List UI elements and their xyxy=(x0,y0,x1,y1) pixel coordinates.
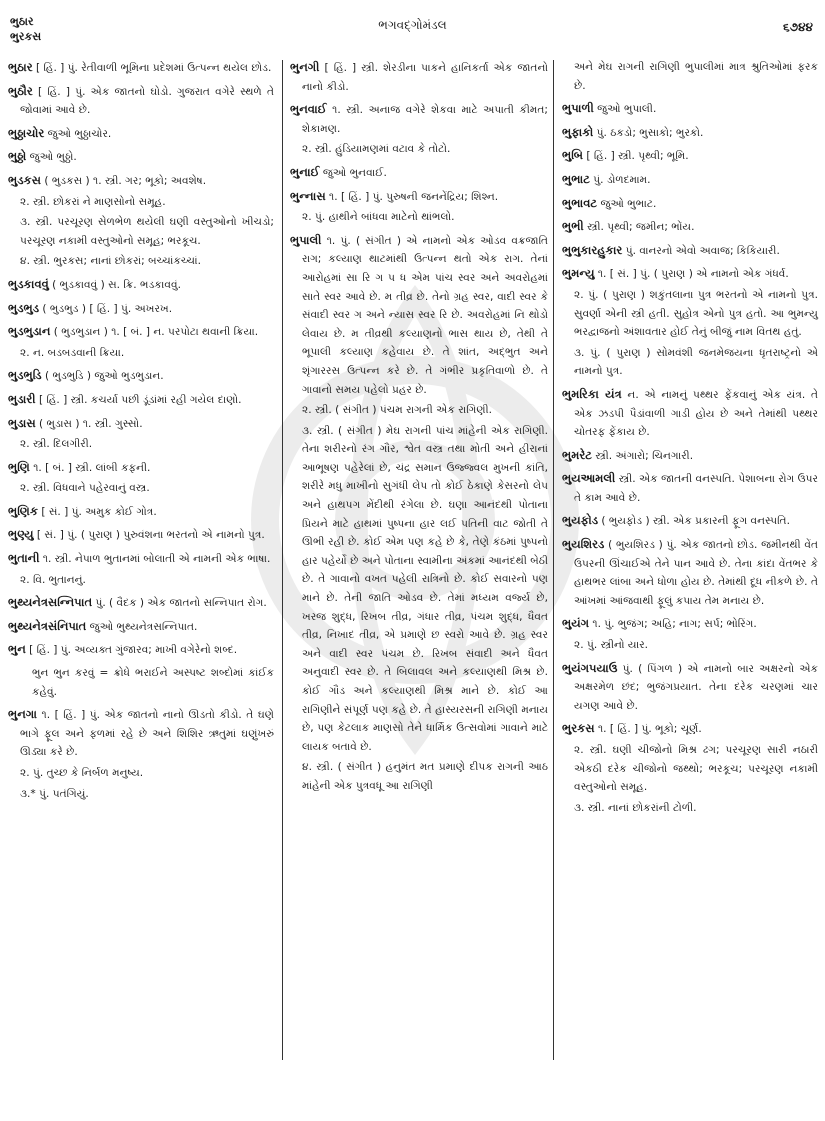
dictionary-entry xyxy=(562,659,818,716)
dictionary-entry xyxy=(8,549,274,569)
entry-headword: ભુપાલી xyxy=(290,232,322,247)
book-title: ભગવદ્ગોમંડલ xyxy=(378,18,447,32)
entry-headword: ભુમરેટ xyxy=(562,447,592,462)
entry-definition: [ સં. ] પું. અમુક કોઈ ગોત્ર. xyxy=(37,505,157,518)
entry-definition: [ હિં. ] પું. રેતીવાળી ભૂમિના પ્રદેશમાં ઉત્પન્ન થયેલ છોડ. xyxy=(32,62,272,74)
entry-definition: [ સં. ] પું. ( પુરાણ ) પુરુવંશના ભરતનો એ નામનો પુત્ર. xyxy=(33,529,265,542)
entry-headword: ભુડભુડાન xyxy=(8,324,51,339)
entry-definition: પું. ઠકડો; ભુસાકો; ભુરકો. xyxy=(593,126,704,139)
entry-definition: ( ભુડભુડિ ) જુઓ ભુડભુડાન. xyxy=(41,370,164,383)
page-number: ૬૭૪૪ xyxy=(783,20,813,34)
dictionary-entry xyxy=(562,217,818,237)
column-1 xyxy=(8,58,274,807)
entry-headword: ભુયંગપયાઉ xyxy=(562,660,618,675)
entry-definition: ૧. [ સં. ] પું. ( પુરાણ ) એ નામનો એક ગંધર્વ. xyxy=(594,268,789,281)
dictionary-entry xyxy=(8,593,274,613)
entry-headword: ભુઠ્ઠાચોર xyxy=(8,125,45,140)
usage-example: ભુન ભુન કરવું = ક્રોધે ભરાઈને અસ્પષ્ટ શબ્દોમાં કાંઈક કહેવું. xyxy=(32,667,274,698)
sub-sense: ૩. સ્ત્રી. ( સંગીત ) મેઘ રાગની પાંચ માંહેની એક રાગિણી. તેના શરીરનો રંગ ગૌર, શ્વેત વસ્ત્ર તથા મોતી અને હીરાનાં આભૂષણ પહેરેલાં છે, ચંદ્ર સમાન ઉજ્જ્વલ મુખની કાંતિ, શરીરે મધુ માખીનો સુગંધી લેપ તો કોઈ ઠેકાણે કેસરનો લેપ અને હાથપગ મેંદીથી રંગેલા છે. ઘણા આનંદથી પોતાના પ્રિયને માટે હાથમાં પુષ્પના હાર લઈ પતિની વાટ જોતી તે ઊભી રહી છે. કોઈ એમ પણ કહે છે કે, તેણે કંઠમાં પુષ્પનો હાર પહેર્યો છે અને પોતાના સ્વામીના અંકમાં આનંદથી બેઠી છે. તે ગાવાનો વખત પહેલી રાત્રિનો છે. કોઈ સવારનો પણ માને છે. તેની જાતિ ઓડવ છે. તેમાં મધ્યમ વર્જ્ય છે, ખરજ શુદ્ધ, રિખબ તીવ્ર, ગંધાર તીવ્ર, પંચમ શુદ્ધ, ધૈવત તીવ્ર, નિખાદ તીવ્ર, એ પ્રમાણે છ સ્વરો આવે છે. ગ્રહ સ્વર અને વાદી સ્વર પંચમ છે. રિખબ સંવાદી અને ધૈવત અનુવાદી સ્વર છે. તે બિલાવલ અને કલ્યાણથી મિશ્ર છે. કોઈ ગૌડ અને કલ્યાણથી મિશ્ર માને છે. કોઈ આ રાગિણીને સંપૂર્ણ પણ કહે છે. તે હાસ્યરસની રાગિણી મનાય છે, પણ કેટલાક માણસો તેને ધાર્મિક ઉત્સવોમાં ગાવાને માટે લાયક બતાવે છે. xyxy=(302,424,548,753)
sub-sense: ૨. પું. હાથીને બાંધવા માટેનો થાંભલો. xyxy=(302,211,455,224)
entry-definition: ( ભુડકાવવું ) સ. ક્રિ. ભડકાવવું. xyxy=(48,278,181,291)
entry-headword: ભુનગી xyxy=(290,60,320,74)
entry-definition: [ હિં. ] સ્ત્રી. પૃથ્વી; ભૂમિ. xyxy=(583,150,689,163)
entry-definition: ( ભુયફોડ ) સ્ત્રી. એક પ્રકારની ફૂગ વનસ્પતિ. xyxy=(598,515,790,528)
entry-headword: ભુનવાઈ xyxy=(290,102,327,117)
dictionary-entry xyxy=(8,322,274,342)
entry-headword: ભુમરિકા યંત્ર xyxy=(562,386,622,401)
entry-definition: પું. ( વૈદક ) એક જાતનો સન્નિપાત રોગ. xyxy=(92,597,267,610)
dictionary-entry xyxy=(562,146,818,166)
entry-definition: ( ભુડભુડાન ) ૧. [ બં. ] ન. પરપોટા થવાની ક્રિયા. xyxy=(50,326,259,339)
entry-headword: ભુણિક xyxy=(8,503,38,518)
entry-definition: ૧. પું. ( સંગીત ) એ નામનો એક ઓડવ વક્રજાતિ રાગ; કલ્યાણ થાટમાંથી ઉત્પન્ન થતો એક રાગ. તેનાં આરોહમાં સા રિ ગ પ ધ એમ પાંચ સ્વર અને અવરોહમાં સાતે સ્વર આવે છે. મ તીવ્ર છે. તેનો ગ્રહ સ્વર, વાદી સ્વર કે સંવાદી સ્વર ગ અને ન્યાસ સ્વર રિ છે. અવરોહમાં નિ થોડો લેવાય છે. મ તીવ્રથી કલ્યાણનો ભાસ થાય છે, તેથી તે ભૂપાલી કલ્યાણ કહેવાય છે. તે શાંત, અદ્ભુત અને શૃંગારરસ ઉત્પન્ન કરે છે. તે ગંભીર પ્રકૃતિવાળો છે. તે ગાવાનો સમય પહેલો પ્રહર છે. xyxy=(302,234,548,396)
column-divider xyxy=(282,60,283,1060)
dictionary-entry xyxy=(290,163,548,183)
entry-definition: ૧. [ બં. ] સ્ત્રી. લાંબી કફની. xyxy=(29,461,151,474)
sub-sense: ૩.* પું. પતંગિયું. xyxy=(20,787,89,800)
dictionary-entry xyxy=(562,385,818,442)
sub-sense: ૨. સ્ત્રી. દિલગીરી. xyxy=(20,438,93,451)
dictionary-entry xyxy=(8,502,274,522)
entry-definition: જુઓ ભુપાલી. xyxy=(593,103,657,116)
entry-headword: ભુયશિરડ xyxy=(562,537,605,552)
entry-headword: ભુડકસ xyxy=(8,172,41,187)
sub-sense: ૩. સ્ત્રી. નાનાં છોકરાંની ટોળી. xyxy=(574,801,697,814)
dictionary-entry xyxy=(562,446,818,466)
entry-definition: જુઓ ભુથ્યનેત્રસન્નિપાત. xyxy=(86,620,198,633)
sub-sense: ૨. સ્ત્રી. વિધવાને પહેરવાનું વસ્ત્ર. xyxy=(20,482,150,495)
sub-sense: ૩. સ્ત્રી. પરચૂરણ સેળભેળ થયેલી ઘણી વસ્તુઓનો ખીચડો; પરચૂરણ નકામી વસ્તુઓનો સમૂહ; ભરકૂચ. xyxy=(20,216,274,247)
sub-sense: ૪. સ્ત્રી. ( સંગીત ) હનુમંત મત પ્રમાણે દીપક રાગની આઠ માંહેની એક પુત્રવધૂ આ રાગિણી xyxy=(302,761,548,792)
entry-definition: ૧. સ્ત્રી. અનાજ વગેરે શેકવા માટે અપાતી કીમત; શેકામણ. xyxy=(302,104,548,135)
dictionary-entry xyxy=(8,124,274,144)
entry-definition: ૧. [ હિં. ] પું. પુરુષની જનનેંદ્રિય; શિશ્ન. xyxy=(325,190,499,203)
dictionary-entry xyxy=(8,171,274,191)
dictionary-entry xyxy=(562,719,818,739)
dictionary-entry xyxy=(290,100,548,138)
sub-sense: ૨. વિ. ભુતાનનું. xyxy=(20,573,86,586)
dictionary-entry xyxy=(8,82,274,120)
dictionary-entry xyxy=(8,640,274,660)
entry-headword: ભુયંગ xyxy=(562,616,590,631)
entry-headword: ભુભુકારહુકાર xyxy=(562,242,623,257)
entry-definition: જુઓ ભુનવાઈ. xyxy=(319,166,387,179)
dictionary-entry xyxy=(8,58,274,78)
entry-definition: [ હિં. ] પું. એક જાતનો ઘોડો. ગુજરાત વગેરે સ્થળે તે જોવામાં આવે છે. xyxy=(20,85,274,117)
entry-definition: ૧. [ હિં. ] પું. એક જાતનો નાનો ઊડતો કીડો. તે ઘણે ભાગે ફૂલ અને ફળમાં રહે છે અને શિશિર ઋતુમાં ઘણુંખરું ઊડ્યા કરે છે. xyxy=(20,709,274,759)
entry-definition: ન. એ નામનું પથ્થર ફેંકવાનું એક યંત્ર. તે એક ઝડપી પૈડાંવાળી ગાડી હોય છે અને તેમાંથી પથ્થર ચોતરફ ફેંકાય છે. xyxy=(574,388,819,439)
entry-definition: સ્ત્રી. અંગારો; ચિનગારી. xyxy=(591,449,694,462)
dictionary-entry xyxy=(562,511,818,531)
entry-definition: પું. ડોળદમામ. xyxy=(589,173,651,186)
dictionary-entry xyxy=(8,147,274,167)
sub-sense: ૨. પું. સ્ત્રીનો યાર. xyxy=(574,639,649,652)
entry-definition: જુઓ ભુભાટ. xyxy=(597,197,657,210)
dictionary-entry xyxy=(562,170,818,190)
column-2 xyxy=(290,58,548,800)
entry-headword: ભુડાસ xyxy=(8,415,36,430)
sub-sense: ૩. પું. ( પુરાણ ) સોમવંશી જનમેજયના ધૃતરાષ્ટ્રનો એ નામનો પુત્ર. xyxy=(574,346,818,378)
entry-headword: ભુનગા xyxy=(8,707,37,722)
entry-headword: ભુડભુડ xyxy=(8,300,40,315)
entry-headword: ભુભાવટ xyxy=(562,195,598,210)
sub-sense: ૨. પું. ( પુરાણ ) શકુંતલાના પુત્ર ભરતનો એ નામનો પુત્ર. સુવર્ણા એની સ્ત્રી હતી. સુહોત્ર એનો પુત્ર હતો. આ ભુમન્યુ ભરદ્વાજનો અંશાવતાર હોઈ તેનું બીજું નામ વિતથ હતું. xyxy=(574,288,818,339)
entry-headword: ભુથ્યનેત્રસંનિપાત xyxy=(8,618,87,633)
entry-headword: ભુન xyxy=(8,642,26,657)
dictionary-entry xyxy=(8,299,274,319)
entry-headword: ભુડારી xyxy=(8,391,36,406)
entry-headword: ભુડકાવવું xyxy=(8,276,49,291)
sub-sense: ૨. ન. બડબડવાની ક્રિયા. xyxy=(20,346,125,359)
entry-headword: ભુતાની xyxy=(8,551,40,566)
dictionary-entry xyxy=(562,535,818,610)
entry-definition: [ હિં. ] પું. અવ્યક્ત ગુંજારવ; માખી વગેરેનો શબ્દ. xyxy=(25,644,238,657)
dictionary-entry xyxy=(8,458,274,478)
dictionary-entry xyxy=(8,414,274,434)
entry-definition: [ હિં. ] સ્ત્રી. શેરડીના પાકને હાનિકર્તા એક જાતનો નાનો કીડો. xyxy=(302,62,548,93)
guide-word-last: ભુરકસ xyxy=(10,30,42,43)
entry-definition: ( ભુડભુડ ) [ હિં. ] પું. અખરખ. xyxy=(39,302,173,315)
dictionary-entry xyxy=(290,231,548,399)
entry-headword: ભુયઆમલી xyxy=(562,471,616,486)
entry-headword: ભુણ્યુ xyxy=(8,527,34,542)
sub-sense: ૨. પું. તુચ્છ કે નિર્બળ મનુષ્ય. xyxy=(20,767,144,779)
entry-definition: જુઓ ભુઠ્ઠાચોર. xyxy=(44,127,112,140)
dictionary-entry xyxy=(562,194,818,214)
entry-headword: ભુઠૌર xyxy=(8,83,33,98)
entry-headword: ભુઠાર xyxy=(8,60,33,74)
sub-sense: ૪. સ્ત્રી. ભુરકસ; નાનાં છોકરાં; બચ્ચાંકચ્ચાં. xyxy=(20,255,201,268)
entry-headword: ભુબિ xyxy=(562,148,584,163)
dictionary-entry xyxy=(562,241,818,261)
dictionary-entry xyxy=(8,617,274,637)
entry-headword: ભુણિ xyxy=(8,459,30,474)
dictionary-entry xyxy=(8,366,274,386)
sub-sense: ૨. સ્ત્રી. ઘણી ચીજોનો મિશ્ર ઢગ; પરચૂરણ સારી નઠારી એકઠી દરેક ચીજોનો જથ્થો; ભરકૂચ; પરચૂરણ નકામી વસ્તુઓનો સમૂહ. xyxy=(574,744,818,794)
dictionary-entry xyxy=(562,123,818,143)
entry-headword: ભુનાઈ xyxy=(290,164,320,179)
dictionary-entry xyxy=(562,99,818,119)
dictionary-entry xyxy=(290,58,548,96)
entry-definition: [ હિં. ] સ્ત્રી. કચર્યા પછી ડૂંડાંમાં રહી ગયેલ દાણો. xyxy=(35,393,242,406)
dictionary-entry xyxy=(562,469,818,507)
page-header xyxy=(0,8,825,48)
dictionary-entry xyxy=(8,525,274,545)
entry-definition: ( ભુયશિરડ ) પું. એક જાતનો છોડ. જમીનથી વેંત ઉપરની ઊંચાઈએ તેને પાન આવે છે. તેના કાંદા વેંતભર કે હાથભર લાંબા અને ધોળા હોય છે. તેમાંથી દૂધ નીકળે છે. તે આંખમાં આંજવાથી ફૂલું કપાય તેમ મનાય છે. xyxy=(574,539,818,607)
sub-sense: ૨. સ્ત્રી. ( સંગીત ) પંચમ રાગની એક રાગિણી. xyxy=(302,404,493,417)
dictionary-entry xyxy=(290,187,548,207)
entry-headword: ભુફાકો xyxy=(562,124,594,139)
guide-word-first: ભુઠાર xyxy=(10,15,34,28)
dictionary-entry xyxy=(8,705,274,762)
entry-definition: ૧. [ હિં. ] પું. ભૂકો; ચૂર્ણ. xyxy=(594,723,702,736)
entry-headword: ભુઠ્ઠો xyxy=(8,149,27,164)
dictionary-entry xyxy=(8,390,274,410)
entry-definition: ( ભુડાસ ) ૧. સ્ત્રી. ગુસ્સો. xyxy=(35,417,143,430)
sub-sense: ૨. સ્ત્રી. છોકરાં ને માણસોનો સમૂહ. xyxy=(20,195,166,208)
continued-definition: અને મેઘ રાગની રાગિણી ભુપાલીમાં માત્ર શ્રુતિઓમાં ફરક છે. xyxy=(574,61,818,92)
entry-headword: ભુરકસ xyxy=(562,721,595,736)
entry-headword: ભુપાળી xyxy=(562,101,594,116)
entry-headword: ભુમન્યુ xyxy=(562,266,595,281)
column-3 xyxy=(562,58,818,821)
dictionary-entry xyxy=(562,614,818,634)
dictionary-entry xyxy=(562,264,818,284)
sub-sense: ૨. સ્ત્રી. હુંડિયામણમાં વટાવ કે તોટો. xyxy=(302,143,451,156)
entry-headword: ભુન્નાસ xyxy=(290,188,326,203)
entry-definition: જુઓ ભુઠ્ઠો. xyxy=(26,151,77,164)
entry-headword: ભુભી xyxy=(562,219,584,234)
entry-headword: ભુથ્યનેત્રસન્નિપાત xyxy=(8,595,93,610)
dictionary-entry xyxy=(8,275,274,295)
entry-definition: ૧. સ્ત્રી. નેપાળ ભુતાનમાં બોલાતી એ નામની એક ભાષા. xyxy=(39,553,271,566)
entry-definition: સ્ત્રી. એક જાતની વનસ્પતિ. પેશાબના રોગ ઉપર તે કામ આવે છે. xyxy=(574,473,818,504)
entry-headword: ભુયફોડ xyxy=(562,513,599,528)
entry-definition: પું. ( પિંગળ ) એ નામનો બાર અક્ષરનો એક અક્ષરમેળ છંદ; ભુજંગપ્રયાત. તેના દરેક ચરણમાં ચાર યગણ આવે છે. xyxy=(574,662,818,712)
column-divider xyxy=(553,60,554,1060)
entry-definition: સ્ત્રી. પૃથ્વી; જમીન; ભોંય. xyxy=(583,221,695,234)
entry-headword: ભુભાટ xyxy=(562,171,590,186)
entry-definition: પું. વાનરનો એવો અવાજ; કિકિયારી. xyxy=(622,244,780,257)
entry-definition: ૧. પું. ભુજંગ; અહિ; નાગ; સર્પ; ભોરિંગ. xyxy=(589,618,757,631)
entry-headword: ભુડભુડિ xyxy=(8,368,42,383)
entry-definition: ( ભુડકસ ) ૧. સ્ત્રી. ગર; ભૂકો; અવશેષ. xyxy=(40,174,207,187)
